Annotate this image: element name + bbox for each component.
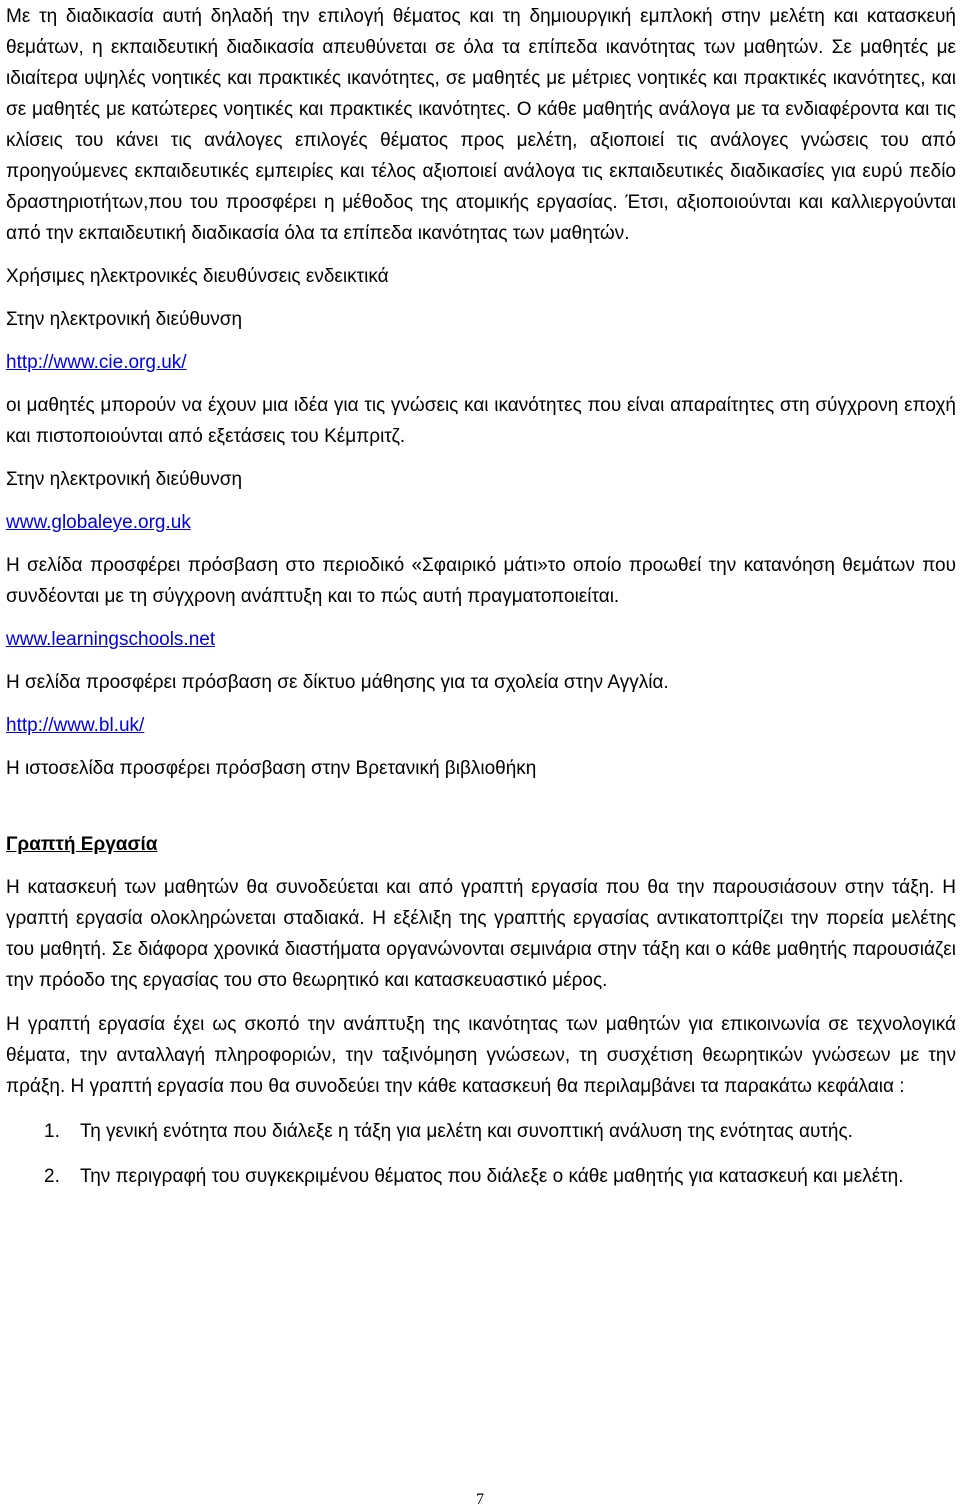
link-cie[interactable]: http://www.cie.org.uk/: [6, 352, 187, 373]
list-item-number: 2.: [44, 1166, 60, 1187]
intro-paragraph: Με τη διαδικασία αυτή δηλαδή την επιλογή θέματος και τη δημιουργική εμπλοκή στην μελέτη και κατασκευή θεμάτων, η εκπαιδευτική διαδικασία απευθύνεται σε όλα τα επίπεδα ικανότητας των μαθητών. Σε μαθητές με ιδιαίτερα υψηλές νοητικές και πρακτικές ικανότητες, σε μαθητές με μέτριες νοητικές και πρακτικές ικανότητες, και σε μαθητές με κατώτερες νοητικές και πρακτικές ικανότητες. Ο κάθε μαθητής ανάλογα με τα ενδιαφέροντα και τις κλίσεις του κάνει τις ανάλογες επιλογές θέματος προς μελέτη, αξιοποιεί τις ανάλογες γνώσεις του από προηγούμενες εκπαιδευτικές εμπειρίες και τέλος αξιοποιεί ανάλογα τις εκπαιδευτικές διαδικασίες για ευρύ πεδίο δραστηριοτήτων,που του προσφέρει η μέθοδος της ατομικής εργασίας. Έτσι, αξιοποιούνται και καλλιεργούνται από την εκπαιδευτική διαδικασία όλα τα επίπεδα ικανότητας των μαθητών.: [6, 6, 956, 244]
address-label: Στην ηλεκτρονική διεύθυνση: [6, 469, 243, 490]
link-bl[interactable]: http://www.bl.uk/: [6, 715, 145, 736]
written-work-heading: Γραπτή Εργασία: [6, 834, 158, 855]
globaleye-description: Η σελίδα προσφέρει πρόσβαση στο περιοδικό «Σφαιρικό μάτι»το οποίο προωθεί την κατανόηση θεμάτων που συνδέονται με τη σύγχρονη ανάπτυξη και το πώς αυτή πραγματοποιείται.: [6, 555, 956, 607]
written-work-paragraph-1: Η κατασκευή των μαθητών θα συνοδεύεται και από γραπτή εργασία που θα την παρουσιάσουν στην τάξη. Η γραπτή εργασία ολοκληρώνεται σταδιακά. Η εξέλιξη της γραπτής εργασίας αντικατοπτρίζει την πορεία μελέτης του μαθητή. Σε διάφορα χρονικά διαστήματα οργανώνονται σεμινάρια στην τάξη και ο κάθε μαθητής παρουσιάζει την πρόοδο της εργασίας του στο θεωρητικό και κατασκευαστικό μέρος.: [6, 877, 956, 991]
bl-description: Η ιστοσελίδα προσφέρει πρόσβαση στην Βρετανική βιβλιοθήκη: [6, 758, 537, 779]
written-work-paragraph-2: Η γραπτή εργασία έχει ως σκοπό την ανάπτυξη της ικανότητας των μαθητών για επικοινωνία σε τεχνολογικά θέματα, την ανταλλαγή πληροφοριών, την ταξινόμηση γνώσεων, τη συσχέτιση θεωρητικών γνώσεων με την πράξη. Η γραπτή εργασία που θα συνοδεύει την κάθε κατασκευή θα περιλαμβάνει τα παρακάτω κεφάλαια :: [6, 1014, 956, 1097]
chapters-list: [6, 1116, 956, 1192]
learningschools-description: Η σελίδα προσφέρει πρόσβαση σε δίκτυο μάθησης για τα σχολεία στην Αγγλία.: [6, 672, 669, 693]
list-item-text: Τη γενική ενότητα που διάλεξε η τάξη για μελέτη και συνοπτική ανάλυση της ενότητας αυτής.: [80, 1121, 853, 1142]
page-number: 7: [476, 1491, 484, 1508]
link-globaleye[interactable]: www.globaleye.org.uk: [6, 512, 191, 533]
address-label: Στην ηλεκτρονική διεύθυνση: [6, 309, 243, 330]
list-item: [6, 1161, 956, 1192]
list-item: [6, 1116, 956, 1147]
cie-description: οι μαθητές μπορούν να έχουν μια ιδέα για τις γνώσεις και ικανότητες που είναι απαραίτητες στη σύγχρονη εποχή και πιστοποιούνται από εξετάσεις του Κέμπριτζ.: [6, 395, 956, 447]
useful-links-heading: Χρήσιμες ηλεκτρονικές διευθύνσεις ενδεικτικά: [6, 266, 389, 287]
document-page: [6, 0, 956, 1512]
link-learningschools[interactable]: www.learningschools.net: [6, 629, 216, 650]
list-item-number: 1.: [44, 1121, 60, 1142]
list-item-text: Την περιγραφή του συγκεκριμένου θέματος που διάλεξε ο κάθε μαθητής για κατασκευή και μελέτη.: [80, 1166, 904, 1187]
